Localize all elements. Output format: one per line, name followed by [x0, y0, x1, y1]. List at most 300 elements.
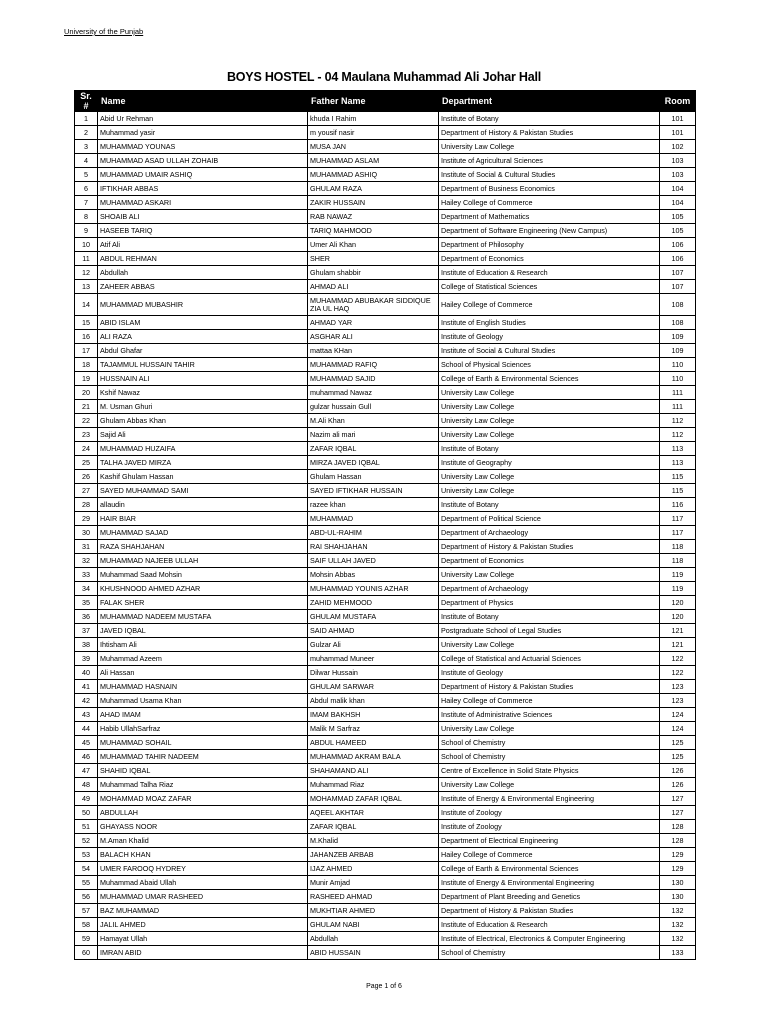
cell-name: UMER FAROOQ HYDREY	[98, 862, 308, 876]
cell-father-name: GHULAM RAZA	[308, 182, 439, 196]
table-row	[75, 252, 696, 266]
cell-department: Institute of Botany	[439, 498, 660, 512]
cell-department: Hailey College of Commerce	[439, 294, 660, 316]
cell-sr: 17	[75, 344, 98, 358]
cell-name: MUHAMMAD HASNAIN	[98, 680, 308, 694]
cell-father-name: MUKHTIAR AHMED	[308, 904, 439, 918]
table-row	[75, 280, 696, 294]
cell-name: Habib UllahSarfraz	[98, 722, 308, 736]
cell-room: 126	[660, 764, 696, 778]
cell-room: 117	[660, 512, 696, 526]
cell-name: SHOAIB ALI	[98, 210, 308, 224]
cell-sr: 51	[75, 820, 98, 834]
cell-name: Hamayat Ullah	[98, 932, 308, 946]
cell-father-name: AQEEL AKHTAR	[308, 806, 439, 820]
cell-room: 123	[660, 680, 696, 694]
cell-name: ZAHEER ABBAS	[98, 280, 308, 294]
table-row	[75, 624, 696, 638]
cell-sr: 39	[75, 652, 98, 666]
table-row	[75, 168, 696, 182]
cell-room: 122	[660, 652, 696, 666]
cell-sr: 59	[75, 932, 98, 946]
cell-name: BAZ MUHAMMAD	[98, 904, 308, 918]
cell-room: 112	[660, 414, 696, 428]
table-row	[75, 196, 696, 210]
cell-room: 106	[660, 238, 696, 252]
cell-sr: 49	[75, 792, 98, 806]
cell-sr: 58	[75, 918, 98, 932]
cell-room: 128	[660, 834, 696, 848]
cell-name: allaudin	[98, 498, 308, 512]
cell-father-name: ABID HUSSAIN	[308, 946, 439, 960]
cell-sr: 5	[75, 168, 98, 182]
table-row	[75, 316, 696, 330]
cell-department: College of Statistical and Actuarial Sciences	[439, 652, 660, 666]
table-row	[75, 708, 696, 722]
cell-sr: 47	[75, 764, 98, 778]
cell-room: 107	[660, 280, 696, 294]
cell-name: ABID ISLAM	[98, 316, 308, 330]
cell-name: TALHA JAVED MIRZA	[98, 456, 308, 470]
cell-department: University Law College	[439, 428, 660, 442]
cell-father-name: Munir Amjad	[308, 876, 439, 890]
cell-sr: 7	[75, 196, 98, 210]
cell-department: University Law College	[439, 568, 660, 582]
cell-name: JALIL AHMED	[98, 918, 308, 932]
cell-department: Hailey College of Commerce	[439, 694, 660, 708]
cell-room: 127	[660, 792, 696, 806]
cell-sr: 31	[75, 540, 98, 554]
cell-name: HAIR BIAR	[98, 512, 308, 526]
cell-room: 105	[660, 210, 696, 224]
cell-room: 120	[660, 610, 696, 624]
cell-department: Institute of Education & Research	[439, 266, 660, 280]
cell-room: 115	[660, 470, 696, 484]
cell-department: Department of History & Pakistan Studies	[439, 904, 660, 918]
cell-name: Ali Hassan	[98, 666, 308, 680]
cell-room: 122	[660, 666, 696, 680]
cell-department: Institute of Agricultural Sciences	[439, 154, 660, 168]
cell-room: 121	[660, 638, 696, 652]
table-row	[75, 400, 696, 414]
cell-sr: 18	[75, 358, 98, 372]
cell-father-name: SHER	[308, 252, 439, 266]
cell-father-name: JAHANZEB ARBAB	[308, 848, 439, 862]
cell-father-name: MIRZA JAVED IQBAL	[308, 456, 439, 470]
cell-room: 111	[660, 400, 696, 414]
cell-name: Muhammad Talha Riaz	[98, 778, 308, 792]
cell-name: MUHAMMAD SAJAD	[98, 526, 308, 540]
cell-sr: 45	[75, 736, 98, 750]
cell-name: ABDUL REHMAN	[98, 252, 308, 266]
column-header-father-name: Father Name	[308, 91, 439, 112]
cell-father-name: khuda I Rahim	[308, 112, 439, 126]
cell-department: Institute of Social & Cultural Studies	[439, 168, 660, 182]
cell-sr: 30	[75, 526, 98, 540]
cell-room: 132	[660, 932, 696, 946]
cell-sr: 54	[75, 862, 98, 876]
cell-sr: 14	[75, 294, 98, 316]
column-header-name: Name	[98, 91, 308, 112]
cell-room: 109	[660, 344, 696, 358]
cell-department: University Law College	[439, 722, 660, 736]
table-row	[75, 876, 696, 890]
table-row	[75, 610, 696, 624]
cell-father-name: MUSA JAN	[308, 140, 439, 154]
cell-room: 105	[660, 224, 696, 238]
cell-name: FALAK SHER	[98, 596, 308, 610]
table-row	[75, 932, 696, 946]
cell-room: 130	[660, 876, 696, 890]
cell-name: SAYED MUHAMMAD SAMI	[98, 484, 308, 498]
cell-father-name: MUHAMMAD ASHIQ	[308, 168, 439, 182]
cell-father-name: M.Khalid	[308, 834, 439, 848]
cell-name: Abdullah	[98, 266, 308, 280]
cell-name: Kshif Nawaz	[98, 386, 308, 400]
cell-name: Atif Ali	[98, 238, 308, 252]
cell-sr: 43	[75, 708, 98, 722]
cell-name: MUHAMMAD UMAR RASHEED	[98, 890, 308, 904]
cell-room: 125	[660, 750, 696, 764]
cell-room: 106	[660, 252, 696, 266]
cell-department: University Law College	[439, 778, 660, 792]
cell-sr: 57	[75, 904, 98, 918]
table-row	[75, 890, 696, 904]
cell-room: 124	[660, 708, 696, 722]
cell-department: Centre of Excellence in Solid State Physics	[439, 764, 660, 778]
table-row	[75, 666, 696, 680]
cell-name: IFTIKHAR ABBAS	[98, 182, 308, 196]
cell-department: College of Statistical Sciences	[439, 280, 660, 294]
cell-sr: 28	[75, 498, 98, 512]
cell-sr: 34	[75, 582, 98, 596]
cell-father-name: SAYED IFTIKHAR HUSSAIN	[308, 484, 439, 498]
table-row	[75, 210, 696, 224]
cell-name: MUHAMMAD HUZAIFA	[98, 442, 308, 456]
table-row	[75, 848, 696, 862]
page-title: BOYS HOSTEL - 04 Maulana Muhammad Ali Johar Hall	[226, 70, 542, 84]
cell-department: Institute of English Studies	[439, 316, 660, 330]
cell-name: MUHAMMAD MUBASHIR	[98, 294, 308, 316]
cell-room: 112	[660, 428, 696, 442]
cell-father-name: MUHAMMAD RAFIQ	[308, 358, 439, 372]
table-row	[75, 792, 696, 806]
cell-room: 127	[660, 806, 696, 820]
cell-father-name: Abdul malik khan	[308, 694, 439, 708]
cell-sr: 26	[75, 470, 98, 484]
table-row	[75, 806, 696, 820]
university-name: University of the Punjab	[64, 27, 144, 36]
cell-department: School of Chemistry	[439, 750, 660, 764]
table-row	[75, 224, 696, 238]
cell-room: 126	[660, 778, 696, 792]
cell-name: Kashif Ghulam Hassan	[98, 470, 308, 484]
cell-name: Muhammad Usama Khan	[98, 694, 308, 708]
cell-name: Ghulam Abbas Khan	[98, 414, 308, 428]
cell-father-name: ABDUL HAMEED	[308, 736, 439, 750]
cell-department: Postgraduate School of Legal Studies	[439, 624, 660, 638]
cell-sr: 3	[75, 140, 98, 154]
cell-room: 118	[660, 540, 696, 554]
cell-room: 115	[660, 484, 696, 498]
cell-name: MUHAMMAD ASAD ULLAH ZOHAIB	[98, 154, 308, 168]
cell-department: Institute of Geography	[439, 456, 660, 470]
cell-father-name: GHULAM NABI	[308, 918, 439, 932]
cell-room: 129	[660, 862, 696, 876]
table-row	[75, 112, 696, 126]
cell-name: MUHAMMAD NAJEEB ULLAH	[98, 554, 308, 568]
cell-sr: 13	[75, 280, 98, 294]
cell-department: School of Physical Sciences	[439, 358, 660, 372]
table-row	[75, 512, 696, 526]
cell-sr: 2	[75, 126, 98, 140]
cell-father-name: Abdullah	[308, 932, 439, 946]
cell-father-name: MUHAMMAD YOUNIS AZHAR	[308, 582, 439, 596]
cell-name: MOHAMMAD MOAZ ZAFAR	[98, 792, 308, 806]
cell-room: 108	[660, 316, 696, 330]
cell-father-name: IJAZ AHMED	[308, 862, 439, 876]
cell-room: 120	[660, 596, 696, 610]
table-row	[75, 526, 696, 540]
table-row	[75, 946, 696, 960]
cell-department: School of Chemistry	[439, 736, 660, 750]
cell-department: College of Earth & Environmental Sciences	[439, 372, 660, 386]
cell-sr: 23	[75, 428, 98, 442]
cell-name: SHAHID IQBAL	[98, 764, 308, 778]
cell-sr: 15	[75, 316, 98, 330]
cell-father-name: AHMAD ALI	[308, 280, 439, 294]
cell-department: University Law College	[439, 484, 660, 498]
cell-sr: 8	[75, 210, 98, 224]
cell-sr: 12	[75, 266, 98, 280]
cell-sr: 6	[75, 182, 98, 196]
cell-father-name: ZAHID MEHMOOD	[308, 596, 439, 610]
cell-department: University Law College	[439, 386, 660, 400]
cell-room: 118	[660, 554, 696, 568]
cell-room: 107	[660, 266, 696, 280]
table-row	[75, 154, 696, 168]
table-row	[75, 820, 696, 834]
table-row	[75, 652, 696, 666]
cell-sr: 37	[75, 624, 98, 638]
cell-sr: 22	[75, 414, 98, 428]
cell-department: Department of Archaeology	[439, 582, 660, 596]
table-row	[75, 582, 696, 596]
table-row	[75, 638, 696, 652]
cell-name: MUHAMMAD NADEEM MUSTAFA	[98, 610, 308, 624]
cell-room: 104	[660, 182, 696, 196]
cell-name: HUSSNAIN ALI	[98, 372, 308, 386]
cell-department: Institute of Botany	[439, 610, 660, 624]
cell-name: Sajid Ali	[98, 428, 308, 442]
cell-department: Institute of Zoology	[439, 820, 660, 834]
cell-father-name: mattaa KHan	[308, 344, 439, 358]
table-row	[75, 904, 696, 918]
table-row	[75, 862, 696, 876]
cell-department: Department of Economics	[439, 554, 660, 568]
cell-room: 113	[660, 456, 696, 470]
cell-department: Department of History & Pakistan Studies	[439, 540, 660, 554]
cell-name: Muhammad Azeem	[98, 652, 308, 666]
cell-department: Hailey College of Commerce	[439, 848, 660, 862]
cell-name: Muhammad Saad Mohsin	[98, 568, 308, 582]
cell-sr: 33	[75, 568, 98, 582]
cell-department: Department of Archaeology	[439, 526, 660, 540]
cell-father-name: GHULAM MUSTAFA	[308, 610, 439, 624]
table-row	[75, 918, 696, 932]
cell-room: 132	[660, 904, 696, 918]
cell-department: Institute of Geology	[439, 330, 660, 344]
cell-father-name: MUHAMMAD AKRAM BALA	[308, 750, 439, 764]
cell-name: KHUSHNOOD AHMED AZHAR	[98, 582, 308, 596]
cell-father-name: ZAKIR HUSSAIN	[308, 196, 439, 210]
table-header-row	[75, 91, 696, 112]
cell-room: 113	[660, 442, 696, 456]
cell-name: IMRAN ABID	[98, 946, 308, 960]
cell-department: Department of Software Engineering (New Campus)	[439, 224, 660, 238]
cell-father-name: MUHAMMAD ABUBAKAR SIDDIQUE ZIA UL HAQ	[308, 294, 439, 316]
cell-room: 102	[660, 140, 696, 154]
cell-father-name: Umer Ali Khan	[308, 238, 439, 252]
cell-name: JAVED IQBAL	[98, 624, 308, 638]
cell-name: MUHAMMAD SOHAIL	[98, 736, 308, 750]
cell-name: M.Aman Khalid	[98, 834, 308, 848]
table-row	[75, 442, 696, 456]
cell-name: AHAD IMAM	[98, 708, 308, 722]
cell-father-name: ZAFAR IQBAL	[308, 820, 439, 834]
cell-father-name: Ghulam shabbir	[308, 266, 439, 280]
cell-father-name: SAID AHMAD	[308, 624, 439, 638]
cell-sr: 60	[75, 946, 98, 960]
cell-room: 110	[660, 372, 696, 386]
cell-father-name: Mohsin Abbas	[308, 568, 439, 582]
cell-department: Institute of Electrical, Electronics & Computer Engineering	[439, 932, 660, 946]
cell-department: Department of Mathematics	[439, 210, 660, 224]
cell-father-name: AHMAD YAR	[308, 316, 439, 330]
cell-father-name: TARIQ MAHMOOD	[308, 224, 439, 238]
cell-sr: 40	[75, 666, 98, 680]
cell-room: 101	[660, 126, 696, 140]
cell-department: Institute of Education & Research	[439, 918, 660, 932]
cell-father-name: Ghulam Hassan	[308, 470, 439, 484]
cell-department: University Law College	[439, 470, 660, 484]
cell-department: Hailey College of Commerce	[439, 196, 660, 210]
cell-room: 129	[660, 848, 696, 862]
column-header-department: Department	[439, 91, 660, 112]
cell-department: University Law College	[439, 414, 660, 428]
cell-room: 103	[660, 168, 696, 182]
table-row	[75, 456, 696, 470]
cell-sr: 52	[75, 834, 98, 848]
page-number: Page 1 of 6	[366, 983, 402, 990]
cell-name: MUHAMMAD UMAIR ASHIQ	[98, 168, 308, 182]
cell-department: School of Chemistry	[439, 946, 660, 960]
cell-father-name: Malik M Sarfraz	[308, 722, 439, 736]
table-row	[75, 386, 696, 400]
cell-room: 125	[660, 736, 696, 750]
table-row	[75, 834, 696, 848]
cell-department: Institute of Geology	[439, 666, 660, 680]
cell-father-name: muhammad Muneer	[308, 652, 439, 666]
cell-department: Department of Physics	[439, 596, 660, 610]
cell-department: Institute of Energy & Environmental Engineering	[439, 876, 660, 890]
cell-room: 108	[660, 294, 696, 316]
table-row	[75, 764, 696, 778]
table-row	[75, 554, 696, 568]
cell-department: Institute of Energy & Environmental Engineering	[439, 792, 660, 806]
table-row	[75, 238, 696, 252]
cell-father-name: RASHEED AHMAD	[308, 890, 439, 904]
hostel-allotment-table	[74, 90, 696, 960]
cell-department: University Law College	[439, 400, 660, 414]
cell-department: Department of Economics	[439, 252, 660, 266]
cell-father-name: SAIF ULLAH JAVED	[308, 554, 439, 568]
cell-father-name: MUHAMMAD	[308, 512, 439, 526]
table-row	[75, 736, 696, 750]
cell-room: 128	[660, 820, 696, 834]
cell-room: 121	[660, 624, 696, 638]
cell-room: 101	[660, 112, 696, 126]
cell-sr: 41	[75, 680, 98, 694]
table-row	[75, 778, 696, 792]
cell-sr: 11	[75, 252, 98, 266]
cell-name: MUHAMMAD ASKARI	[98, 196, 308, 210]
cell-sr: 4	[75, 154, 98, 168]
cell-name: MUHAMMAD YOUNAS	[98, 140, 308, 154]
cell-department: Department of Electrical Engineering	[439, 834, 660, 848]
table-row	[75, 344, 696, 358]
cell-name: Muhammad Abaid Ullah	[98, 876, 308, 890]
cell-father-name: ASGHAR ALI	[308, 330, 439, 344]
cell-name: Ihtisham Ali	[98, 638, 308, 652]
cell-father-name: ZAFAR IQBAL	[308, 442, 439, 456]
table-row	[75, 484, 696, 498]
cell-sr: 38	[75, 638, 98, 652]
table-row	[75, 750, 696, 764]
cell-sr: 20	[75, 386, 98, 400]
cell-sr: 56	[75, 890, 98, 904]
cell-name: ABDULLAH	[98, 806, 308, 820]
table-row	[75, 140, 696, 154]
cell-name: M. Usman Ghuri	[98, 400, 308, 414]
cell-department: Institute of Botany	[439, 442, 660, 456]
table-row	[75, 470, 696, 484]
cell-sr: 42	[75, 694, 98, 708]
cell-department: Institute of Zoology	[439, 806, 660, 820]
cell-name: GHAYASS NOOR	[98, 820, 308, 834]
cell-father-name: razee khan	[308, 498, 439, 512]
cell-name: Abid Ur Rehman	[98, 112, 308, 126]
cell-father-name: Nazim ali mari	[308, 428, 439, 442]
cell-department: College of Earth & Environmental Sciences	[439, 862, 660, 876]
cell-department: Department of Political Science	[439, 512, 660, 526]
cell-father-name: MOHAMMAD ZAFAR IQBAL	[308, 792, 439, 806]
table-row	[75, 568, 696, 582]
table-row	[75, 358, 696, 372]
column-header-sr: Sr. #	[75, 91, 98, 112]
cell-father-name: gulzar hussain Gull	[308, 400, 439, 414]
cell-room: 117	[660, 526, 696, 540]
cell-father-name: GHULAM SARWAR	[308, 680, 439, 694]
cell-department: Department of History & Pakistan Studies	[439, 126, 660, 140]
table-row	[75, 540, 696, 554]
cell-room: 130	[660, 890, 696, 904]
table-row	[75, 498, 696, 512]
cell-department: Institute of Administrative Sciences	[439, 708, 660, 722]
cell-room: 104	[660, 196, 696, 210]
cell-name: Abdul Ghafar	[98, 344, 308, 358]
cell-sr: 25	[75, 456, 98, 470]
